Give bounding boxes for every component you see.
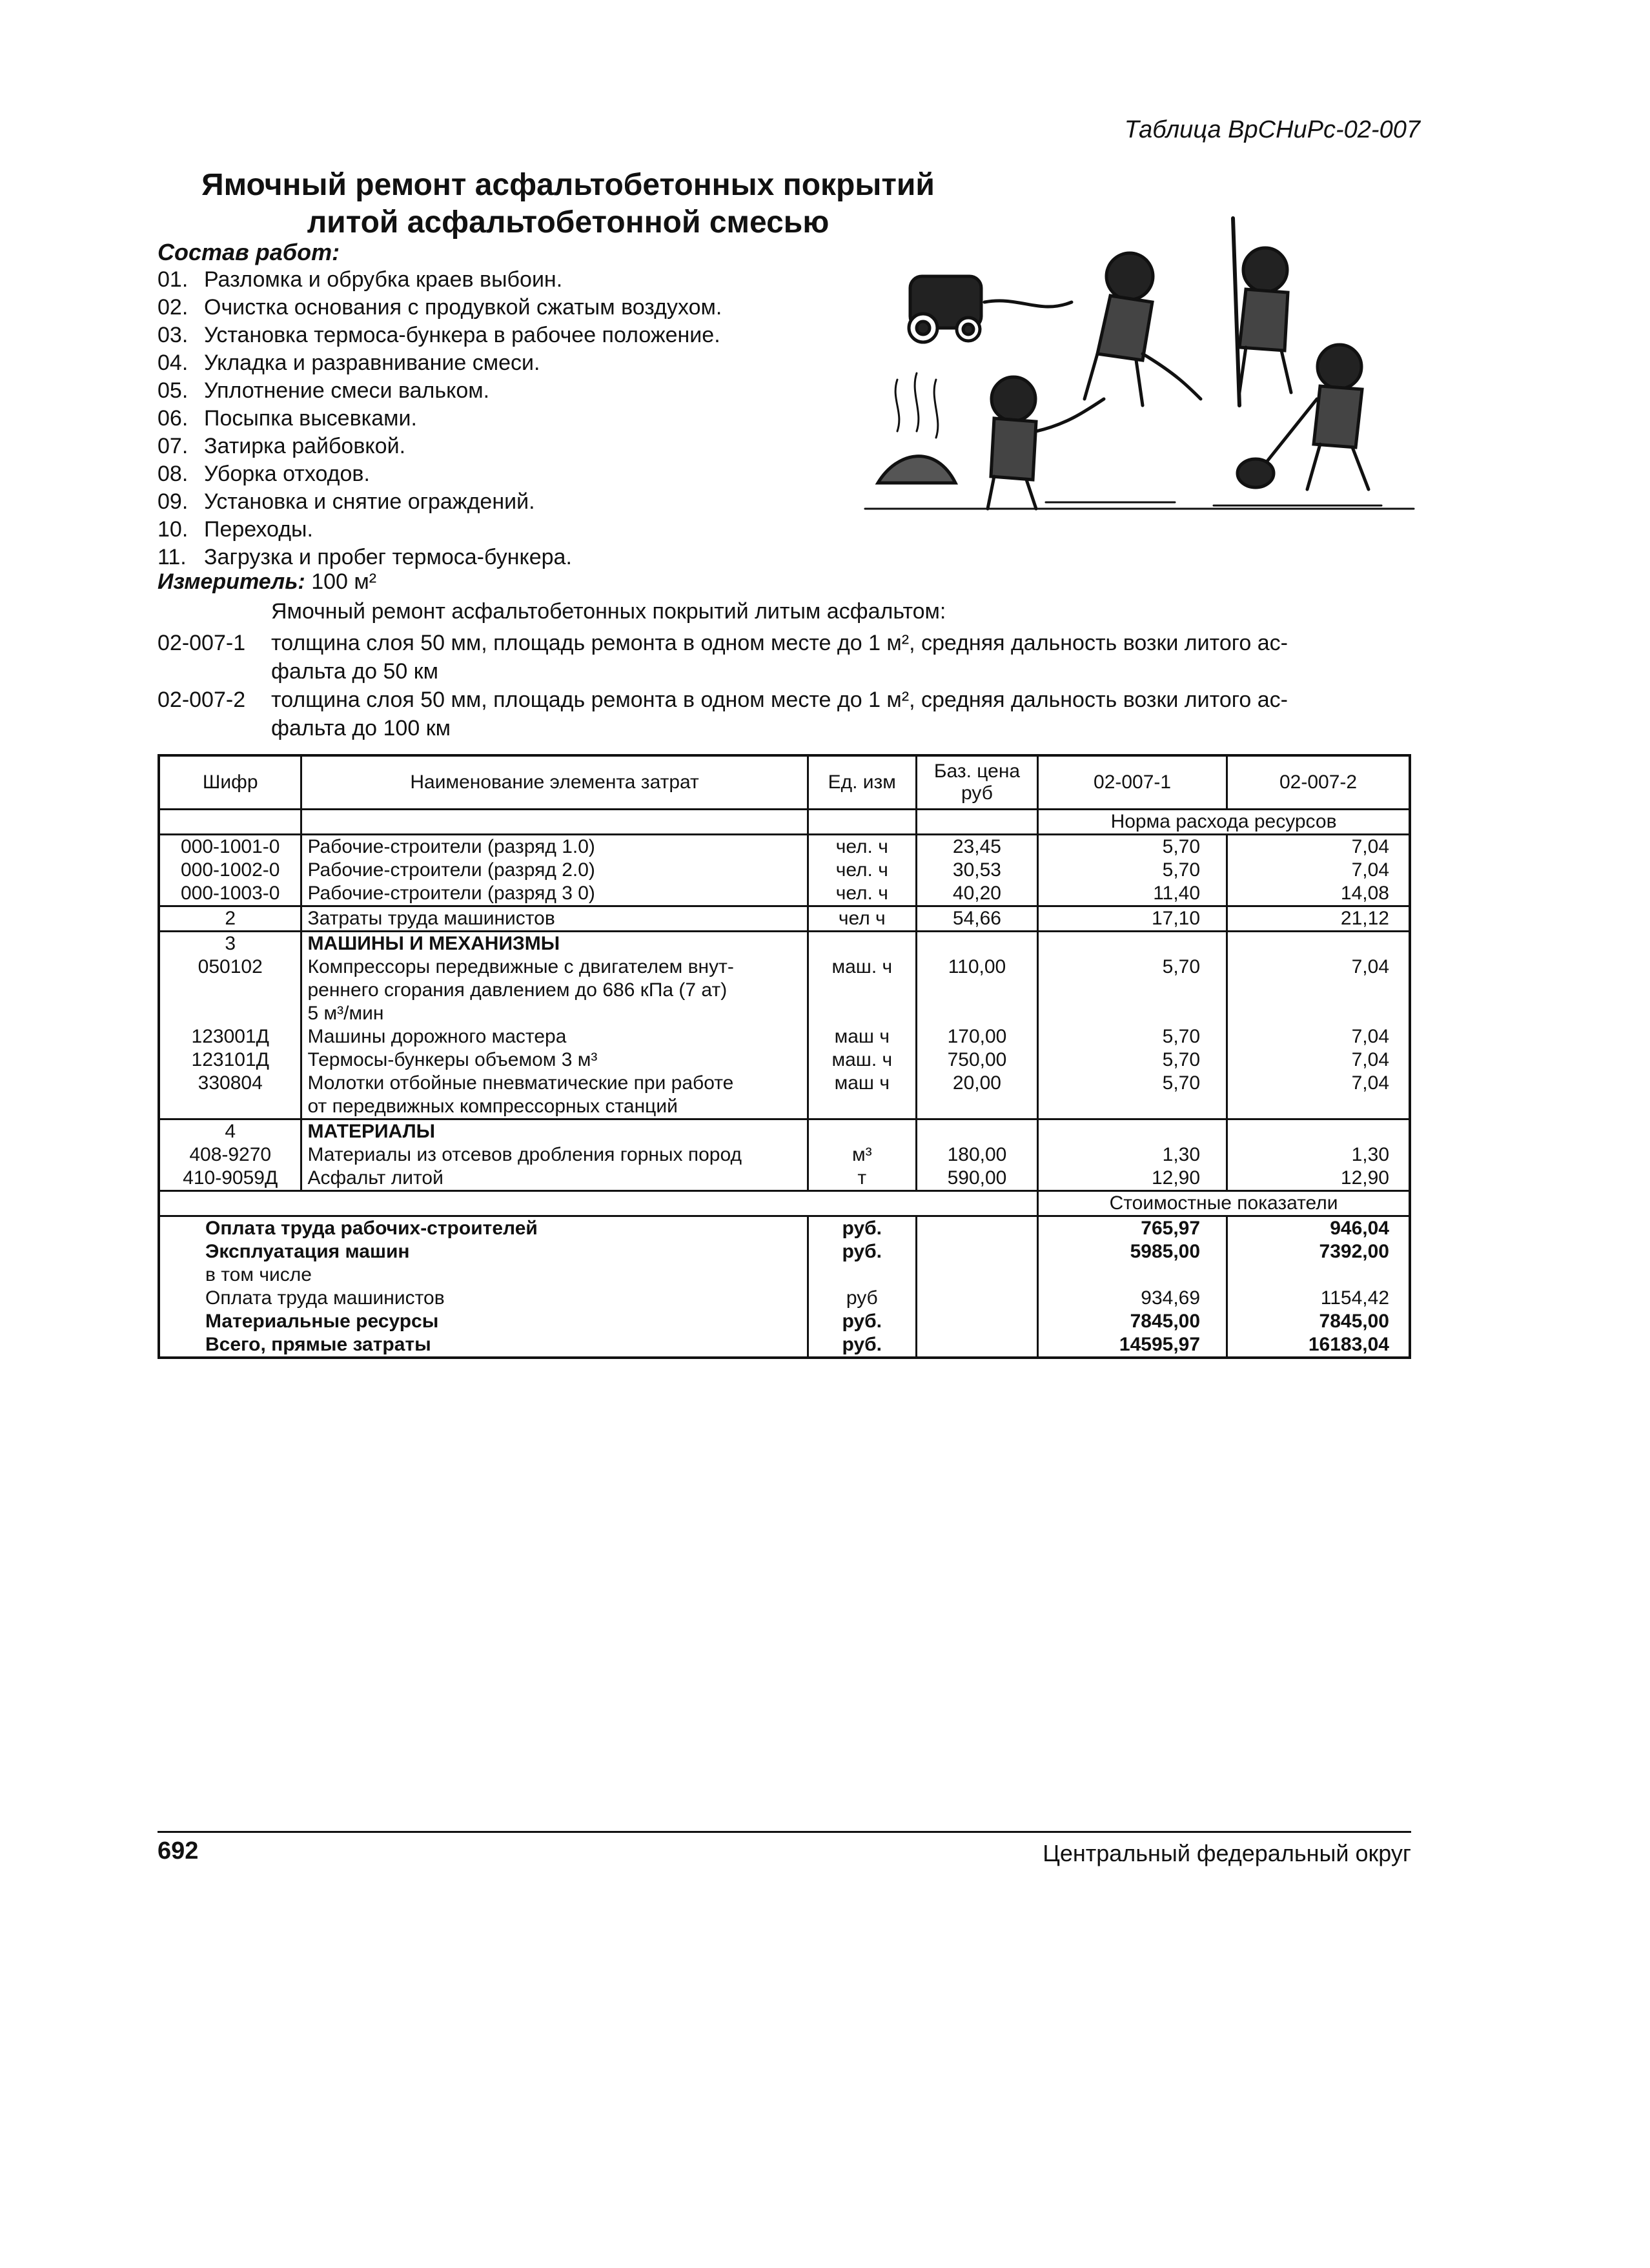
table-row: 123101Д Термосы-бункеры объемом 3 м³ маш. ч 750,00 5,70 7,04 bbox=[159, 1048, 1410, 1072]
works-item: 09. Установка и снятие ограждений. bbox=[158, 489, 535, 514]
title-line-1: Ямочный ремонт асфальтобетонных покрытий bbox=[201, 168, 935, 202]
resources-table bbox=[158, 754, 1411, 1359]
header-v2: 02-007-2 bbox=[1227, 755, 1410, 810]
cost-header-row bbox=[159, 1191, 1410, 1216]
norm-header: Норма расхода ресурсов bbox=[1038, 810, 1410, 835]
cost-row: Оплата труда машинистов руб 934,69 1154,42 bbox=[159, 1287, 1410, 1310]
variant-1: 02-007-1 толщина слоя 50 мм, площадь ремонта в одном месте до 1 м², средняя дальность возки литого ас- фальта до 50 км bbox=[158, 629, 1423, 686]
works-item: 04. Укладка и разравнивание смеси. bbox=[158, 351, 540, 375]
meter: Измеритель: 100 м² bbox=[158, 569, 377, 594]
works-item: 06. Посыпка высевками. bbox=[158, 406, 417, 431]
footer-region: Центральный федеральный округ bbox=[1043, 1840, 1411, 1866]
header-unit: Ед. изм bbox=[808, 755, 916, 810]
table-row: 330804 Молотки отбойные пневматические при работе от передвижных компрессорных станций маш ч 20,00 5,70 7,04 bbox=[159, 1072, 1410, 1119]
works-item: 08. Уборка отходов. bbox=[158, 462, 370, 486]
header-price: Баз. цена руб bbox=[916, 755, 1037, 810]
table-reference: Таблица ВрСНиРс-02-007 bbox=[1124, 116, 1420, 143]
table-row: 050102 Компрессоры передвижные с двигателем внут- реннего сгорания давлением до 686 кПа (7 ат) 5 м³/мин маш. ч 110,00 5,70 7,04 bbox=[159, 955, 1410, 1025]
works-item: 02. Очистка основания с продувкой сжатым воздухом. bbox=[158, 295, 722, 320]
table-row: 000-1002-0 Рабочие-строители (разряд 2.0) чел. ч 30,53 5,70 7,04 bbox=[159, 859, 1410, 882]
header-v1: 02-007-1 bbox=[1038, 755, 1227, 810]
table-row: 2 Затраты труда машинистов чел ч 54,66 17,10 21,12 bbox=[159, 906, 1410, 932]
cost-header: Стоимостные показатели bbox=[1038, 1191, 1410, 1216]
works-list bbox=[158, 266, 722, 571]
workers-illustration bbox=[852, 205, 1427, 528]
table-header-row bbox=[159, 755, 1410, 810]
section-row-machines: 3 МАШИНЫ И МЕХАНИЗМЫ bbox=[159, 932, 1410, 956]
works-item: 05. Уплотнение смеси вальком. bbox=[158, 378, 490, 403]
intro-text: Ямочный ремонт асфальтобетонных покрытий литым асфальтом: bbox=[271, 599, 946, 624]
table-row: 123001Д Машины дорожного мастера маш ч 170,00 5,70 7,04 bbox=[159, 1025, 1410, 1048]
worker-icon bbox=[1085, 253, 1201, 405]
works-label: Состав работ: bbox=[158, 239, 340, 265]
variant-code: 02-007-1 bbox=[158, 631, 246, 655]
section-row-materials: 4 МАТЕРИАЛЫ bbox=[159, 1119, 1410, 1144]
header-code: Шифр bbox=[159, 755, 301, 810]
works-item: 01. Разломка и обрубка краев выбоин. bbox=[158, 267, 563, 292]
footer-divider bbox=[158, 1831, 1411, 1833]
table-row: 408-9270 Материалы из отсевов дробления горных пород м³ 180,00 1,30 1,30 bbox=[159, 1143, 1410, 1167]
works-item: 03. Установка термоса-бункера в рабочее положение. bbox=[158, 323, 720, 347]
cost-row: Оплата труда рабочих-строителей руб. 765,97 946,04 bbox=[159, 1216, 1410, 1241]
worker-icon bbox=[1233, 218, 1291, 405]
norm-header-row bbox=[159, 810, 1410, 835]
page-number: 692 bbox=[158, 1837, 199, 1864]
works-item: 10. Переходы. bbox=[158, 517, 313, 542]
title-line-2: литой асфальтобетонной смесью bbox=[307, 205, 830, 240]
variant-2: 02-007-2 толщина слоя 50 мм, площадь ремонта в одном месте до 1 м², средняя дальность возки литого ас- фальта до 100 км bbox=[158, 686, 1423, 742]
cost-row: в том числе bbox=[159, 1263, 1410, 1287]
works-item: 11. Загрузка и пробег термоса-бункера. bbox=[158, 545, 572, 569]
cost-row: Материальные ресурсы руб. 7845,00 7845,00 bbox=[159, 1310, 1410, 1333]
worker-icon bbox=[1238, 345, 1369, 489]
works-item: 07. Затирка райбовкой. bbox=[158, 434, 406, 458]
table-row: 410-9059Д Асфальт литой т 590,00 12,90 12,90 bbox=[159, 1167, 1410, 1191]
variant-code: 02-007-2 bbox=[158, 688, 246, 712]
cost-row: Всего, прямые затраты руб. 14595,97 16183,04 bbox=[159, 1333, 1410, 1358]
table-row: 000-1001-0 Рабочие-строители (разряд 1.0) чел. ч 23,45 5,70 7,04 bbox=[159, 835, 1410, 859]
cost-row: Эксплуатация машин руб. 5985,00 7392,00 bbox=[159, 1240, 1410, 1263]
header-name: Наименование элемента затрат bbox=[301, 755, 808, 810]
compressor-icon bbox=[909, 276, 1072, 342]
table-row: 000-1003-0 Рабочие-строители (разряд 3 0) чел. ч 40,20 11,40 14,08 bbox=[159, 882, 1410, 906]
